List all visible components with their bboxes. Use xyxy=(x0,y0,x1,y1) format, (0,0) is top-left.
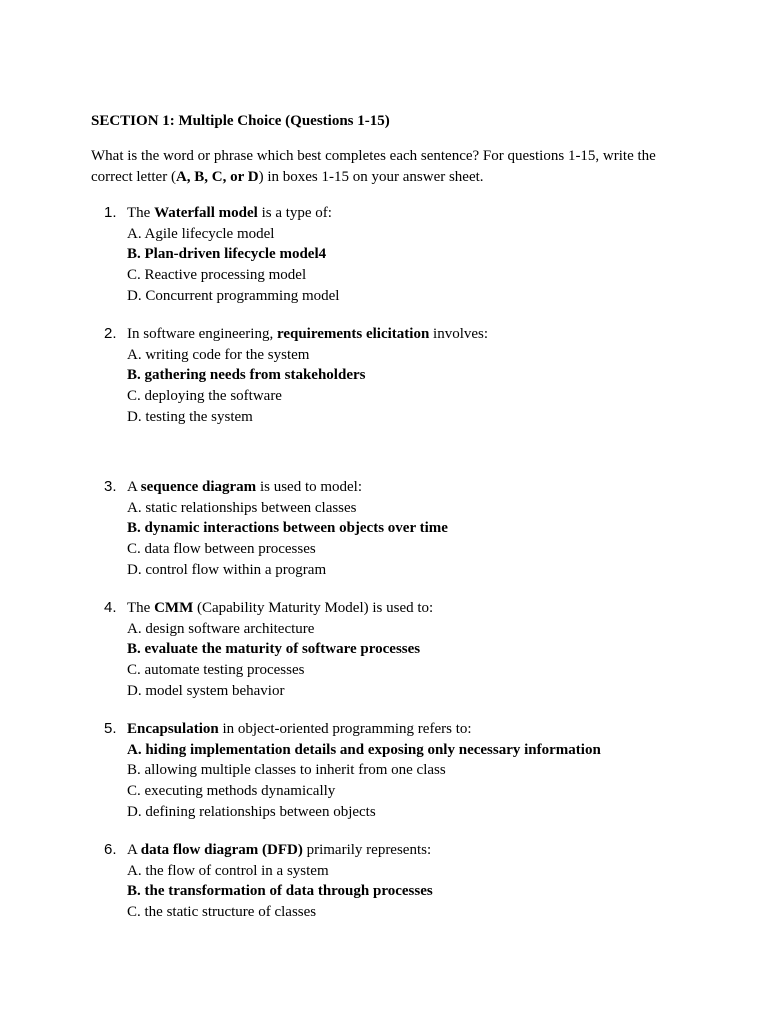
question-body xyxy=(127,840,727,923)
stem-prefix: The xyxy=(127,205,155,221)
option-a: A. design software architecture xyxy=(127,620,315,637)
option-b: B. allowing multiple classes to inherit from one class xyxy=(127,762,446,779)
question-stem xyxy=(127,598,727,619)
question-body xyxy=(127,719,727,823)
instructions-text-start: What is the word or phrase which best completes each sentence? For questions 1-15, write the correct letter ( xyxy=(91,148,656,185)
question-number: 5. xyxy=(104,720,117,737)
option-b-correct: B. Plan-driven lifecycle model4 xyxy=(127,246,327,263)
option-d: D. Concurrent programming model xyxy=(127,287,340,304)
stem-key-term: Encapsulation xyxy=(127,721,219,737)
stem-key-term: data flow diagram (DFD) xyxy=(140,842,303,858)
option-c: C. the static structure of classes xyxy=(127,904,317,921)
option-d: D. testing the system xyxy=(127,408,253,425)
option-a: A. writing code for the system xyxy=(127,346,310,363)
option-d: D. model system behavior xyxy=(127,682,285,699)
question-stem xyxy=(127,840,727,861)
stem-prefix: In software engineering, xyxy=(127,326,277,342)
option-a: A. the flow of control in a system xyxy=(127,862,329,879)
question-stem xyxy=(127,324,727,345)
instructions-paragraph xyxy=(91,146,691,188)
option-a: A. static relationships between classes xyxy=(127,499,357,516)
question-body xyxy=(127,477,727,581)
stem-prefix: A xyxy=(127,842,141,858)
stem-suffix: (Capability Maturity Model) is used to: xyxy=(193,600,434,616)
instructions-text-end: ) in boxes 1-15 on your answer sheet. xyxy=(258,169,484,185)
stem-suffix: is used to model: xyxy=(256,479,363,495)
instructions-answer-letters: A, B, C, or D xyxy=(175,169,259,185)
option-c: C. executing methods dynamically xyxy=(127,783,336,800)
stem-prefix: A xyxy=(127,479,141,495)
option-d: D. defining relationships between objects xyxy=(127,803,376,820)
question-body xyxy=(127,324,727,428)
option-b-correct: B. dynamic interactions between objects over time xyxy=(127,520,448,537)
stem-suffix: in object-oriented programming refers to: xyxy=(218,721,472,737)
option-c: C. deploying the software xyxy=(127,388,282,405)
option-d: D. control flow within a program xyxy=(127,561,327,578)
option-b-correct: B. evaluate the maturity of software processes xyxy=(127,641,421,658)
question-stem xyxy=(127,477,727,498)
stem-key-term: sequence diagram xyxy=(140,479,257,495)
question-number: 1. xyxy=(104,204,117,221)
option-c: C. automate testing processes xyxy=(127,662,305,679)
option-c: C. Reactive processing model xyxy=(127,267,307,284)
stem-suffix: involves: xyxy=(429,326,489,342)
question-number: 2. xyxy=(104,325,117,342)
question-stem xyxy=(127,203,727,224)
question-body xyxy=(127,598,727,702)
option-a-correct: A. hiding implementation details and exposing only necessary information xyxy=(127,741,601,758)
stem-key-term: requirements elicitation xyxy=(276,326,430,342)
option-c: C. data flow between processes xyxy=(127,541,316,558)
option-a: A. Agile lifecycle model xyxy=(127,225,275,242)
question-body xyxy=(127,203,727,307)
question-number: 3. xyxy=(104,478,117,495)
stem-key-term: Waterfall model xyxy=(154,205,258,221)
stem-prefix: The xyxy=(127,600,155,616)
stem-key-term: CMM xyxy=(154,600,194,616)
stem-suffix: is a type of: xyxy=(257,205,332,221)
question-stem xyxy=(127,719,727,740)
option-b-correct: B. gathering needs from stakeholders xyxy=(127,367,366,384)
section-title: SECTION 1: Multiple Choice (Questions 1-15) xyxy=(91,113,390,129)
question-number: 4. xyxy=(104,599,117,616)
option-b-correct: B. the transformation of data through processes xyxy=(127,883,433,900)
question-number: 6. xyxy=(104,841,117,858)
stem-suffix: primarily represents: xyxy=(302,842,432,858)
